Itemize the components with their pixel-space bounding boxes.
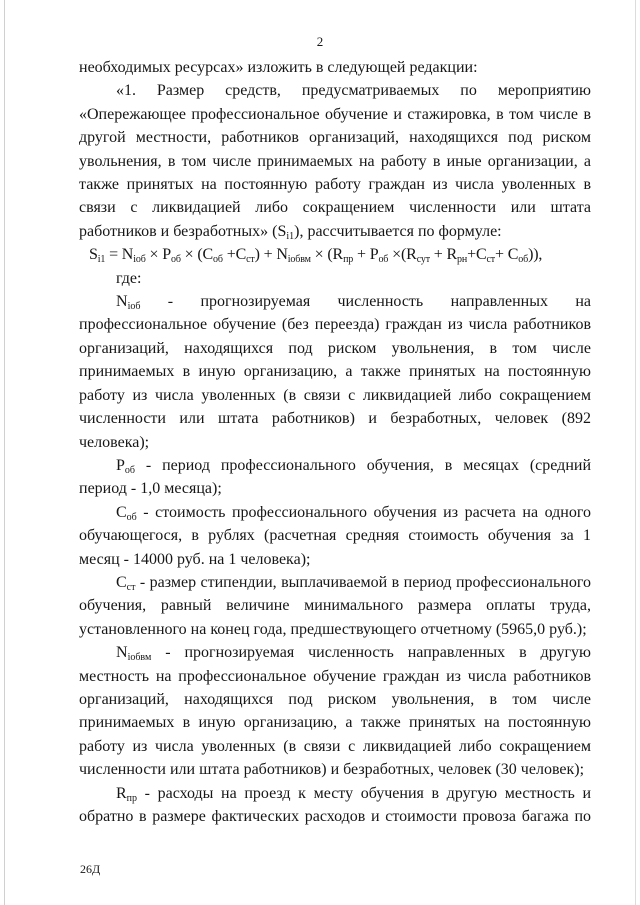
term-c-st: $C_{ст}$ - размер стипендии, выплачиваемой в период профессионального обучения, равный величине минимального размера оплаты труда, установленного на конец года, предшествующего отчетному (5965,0 руб.);: [79, 573, 591, 638]
term-r-pr: $R_{пр}$ - расходы на проезд к месту обучения в другую местность и обратно в размере фактических расходов и стоимости провоза багажа по: [79, 784, 591, 825]
term-n-iobvm: $N_{iобвм}$ - прогнозируемая численность направленных в другую местность на профессиональное обучение граждан из числа работников организаций, находящихся под риском увольнения, в том числе принимаемых в иную организацию, а также принятых на постоянную работу из числа уволенных (в связи с ликвидацией либо сокращением численности или штата работников) и безработных, человек (30 человек);: [79, 644, 591, 779]
scan-left-edge: [4, 0, 5, 905]
document-body: [79, 56, 591, 828]
term-p-ob: $P_{об}$ - период профессионального обучения, в месяцах (средний период - 1,0 месяца);: [79, 456, 591, 498]
term-n-iob: $N_{iоб}$ - прогнозируемая численность направленных на профессиональное обучение (без переезда) граждан из числа работников организаций, находящихся под риском увольнения, в том числе принимаемых в иную организацию, а также принятых на постоянную работу из числа уволенных (в связи с ликвидацией либо сокращением численности или штата работников) и безработных, человек (892 человека);: [79, 293, 591, 451]
where-label: где:: [116, 269, 142, 287]
footer-code: 26Д: [80, 862, 101, 876]
item-1-paragraph: «Опережающее профессиональное обучение и стажировка, в том числе в другой местности, работников организаций, находящихся под риском увольнения, в том числе принимаемых на работу в иные организации, а также принятых на постоянную работу граждан из числа уволенных в связи с ликвидацией либо сокращением численности или штата работников и безработных» $(S_{i1})$, рассчитывается по формуле:: [79, 105, 591, 242]
term-c-ob: $C_{об}$ - стоимость профессионального обучения из расчета на одного обучающегося, в рублях (расчетная средняя стоимость обучения за 1 месяц - 14000 руб. на 1 человека);: [79, 503, 591, 568]
formula: $S_{i1} = N_{iоб} \times P_{об} \times (C_{об} +C_{ст}) + N_{iобвм} \times (R_{пр} + P_{об} \times(R_{сут} + R_{рн}+C_{ст}+ C_{об}))$,: [89, 246, 543, 266]
item-1-first-line: «1. Размер средств, предусматриваемых по мероприятию: [116, 82, 591, 100]
intro-line: необходимых ресурсах» изложить в следующей редакции:: [79, 59, 478, 76]
page-number: 2: [316, 34, 324, 49]
scan-right-edge: [635, 0, 636, 905]
